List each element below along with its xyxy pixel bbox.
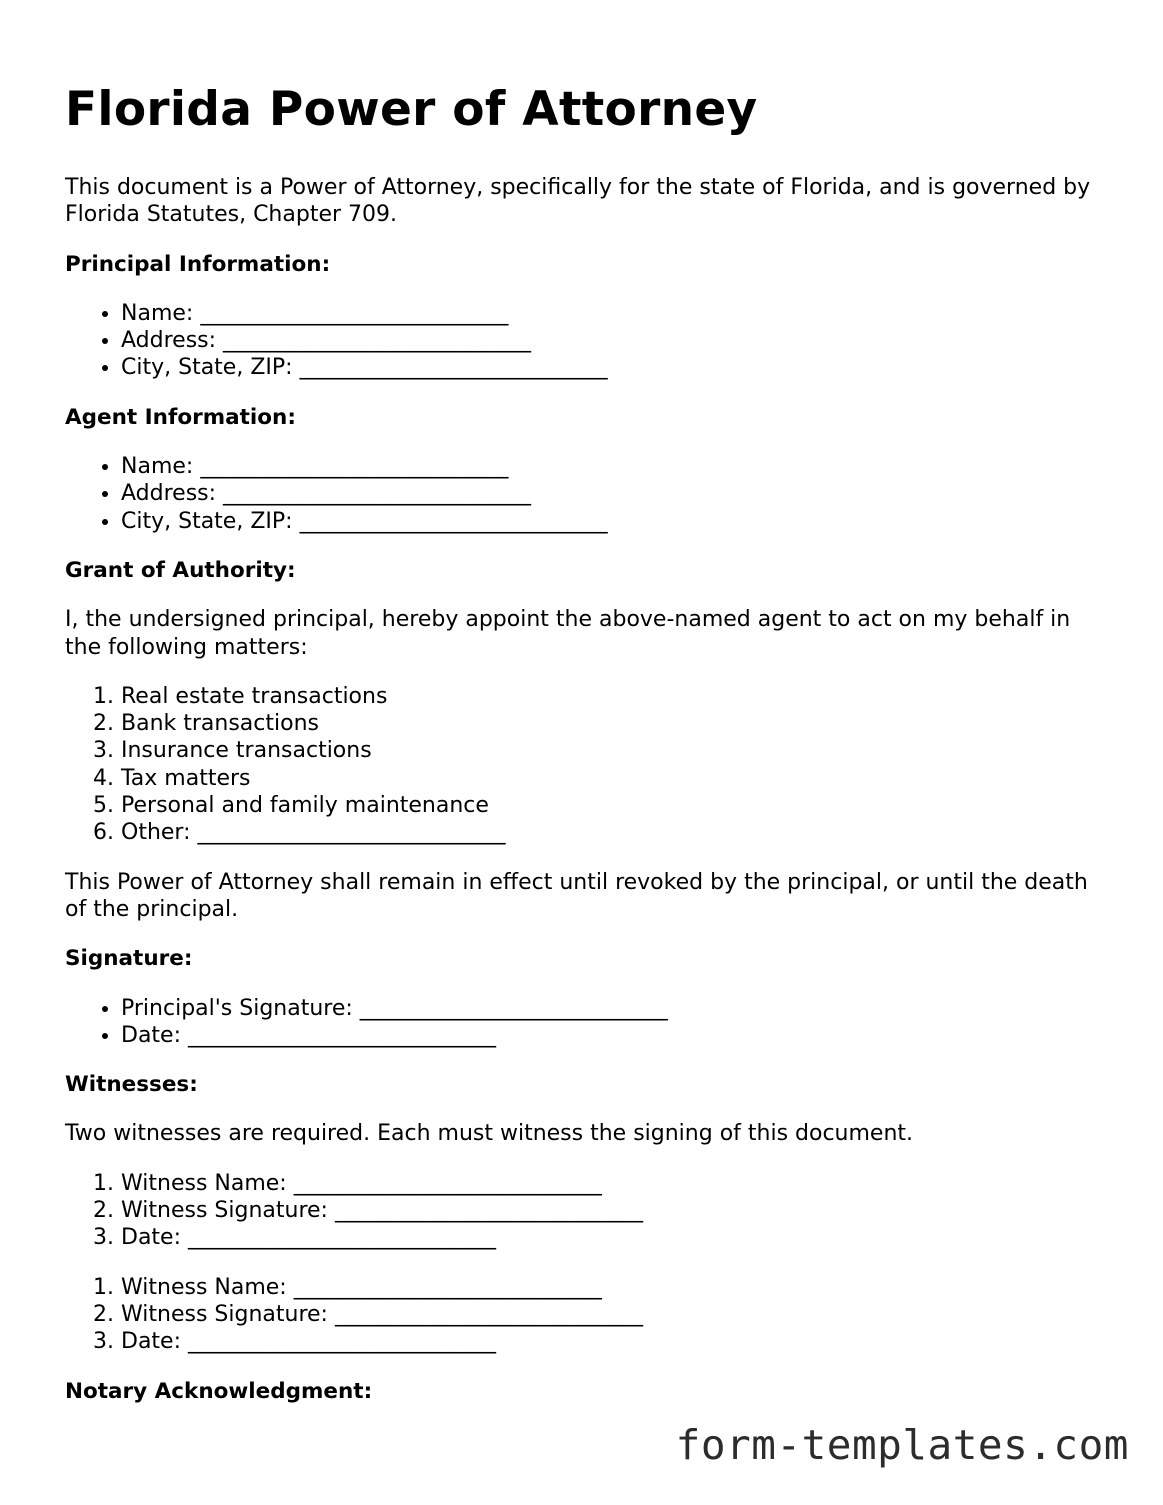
matters-list [65,683,1105,847]
matter-other-field[interactable] [121,819,1105,846]
witness-2-list [65,1274,1105,1356]
principal-signature-field[interactable] [121,995,1105,1022]
fill-line[interactable]: ____________________________ [200,300,509,326]
grant-paragraph: I, the undersigned principal, hereby appoint the above-named agent to act on my behalf in the following matters: [65,607,1071,660]
field-label: Date: [121,1022,181,1048]
fill-line[interactable]: ____________________________ [334,1301,643,1327]
fill-line[interactable]: ____________________________ [359,995,668,1021]
agent-city-state-zip-field[interactable] [121,508,1105,535]
intro-paragraph: This document is a Power of Attorney, specifically for the state of Florida, and is governed by Florida Statutes, Chapter 709. [65,175,1091,228]
witness-2-name-field[interactable] [121,1274,1105,1301]
witness-2-date-field[interactable] [121,1328,1105,1355]
principal-city-state-zip-field[interactable] [121,354,1105,381]
witnesses-heading: Witnesses: [65,1072,198,1098]
field-label: City, State, ZIP: [121,508,293,534]
fill-line[interactable]: ____________________________ [223,328,532,354]
matter-item: 5. Personal and family maintenance [121,792,1105,819]
field-label: City, State, ZIP: [121,355,293,381]
fill-line[interactable]: ____________________________ [293,1274,602,1300]
matter-item: 1. Real estate transactions [121,683,1105,710]
witness-1-date-field[interactable] [121,1224,1105,1251]
field-label: Address: [121,328,217,354]
field-label: Name: [121,454,194,480]
duration-paragraph: This Power of Attorney shall remain in effect until revoked by the principal, or until the death of the principal. [65,869,1088,922]
principal-heading: Principal Information: [65,251,331,277]
fill-line[interactable]: ____________________________ [197,820,506,846]
field-label: Other: [121,820,191,846]
fill-line[interactable]: ____________________________ [188,1225,496,1251]
fill-line[interactable]: ____________________________ [293,1170,602,1196]
fill-line[interactable]: ____________________________ [223,481,532,507]
witness-1-name-field[interactable] [121,1170,1105,1197]
signature-fields-list [65,995,1105,1050]
agent-heading: Agent Information: [65,404,296,430]
field-label: Witness Name: [121,1170,287,1196]
field-label: Witness Signature: [121,1198,328,1224]
principal-fields-list [65,300,1105,382]
field-label: Witness Signature: [121,1301,328,1327]
fill-line[interactable]: ____________________________ [299,355,608,381]
fill-line[interactable]: ____________________________ [200,454,509,480]
field-label: Date: [121,1329,181,1355]
witness-2-signature-field[interactable] [121,1301,1105,1328]
notary-heading: Notary Acknowledgment: [65,1378,373,1404]
fill-line[interactable]: ____________________________ [188,1329,496,1355]
matter-item: 3. Insurance transactions [121,737,1105,764]
signature-date-field[interactable] [121,1022,1105,1049]
principal-address-field[interactable] [121,327,1105,354]
field-label: Principal's Signature: [121,995,353,1021]
matter-item: 2. Bank transactions [121,710,1105,737]
witness-1-list [65,1170,1105,1252]
watermark: form-templates.com [675,1421,1129,1469]
principal-name-field[interactable] [121,300,1105,327]
agent-fields-list [65,453,1105,535]
grant-heading: Grant of Authority: [65,557,296,583]
matter-item: 4. Tax matters [121,765,1105,792]
field-label: Date: [121,1225,181,1251]
signature-heading: Signature: [65,946,193,972]
witness-1-signature-field[interactable] [121,1197,1105,1224]
document-title: Florida Power of Attorney [65,82,758,137]
witnesses-paragraph: Two witnesses are required. Each must witness the signing of this document. [65,1121,914,1147]
field-label: Witness Name: [121,1274,287,1300]
agent-address-field[interactable] [121,480,1105,507]
fill-line[interactable]: ____________________________ [334,1198,643,1224]
agent-name-field[interactable] [121,453,1105,480]
field-label: Address: [121,481,217,507]
fill-line[interactable]: ____________________________ [188,1022,496,1048]
fill-line[interactable]: ____________________________ [299,508,608,534]
field-label: Name: [121,300,194,326]
document-page [65,80,1105,1427]
